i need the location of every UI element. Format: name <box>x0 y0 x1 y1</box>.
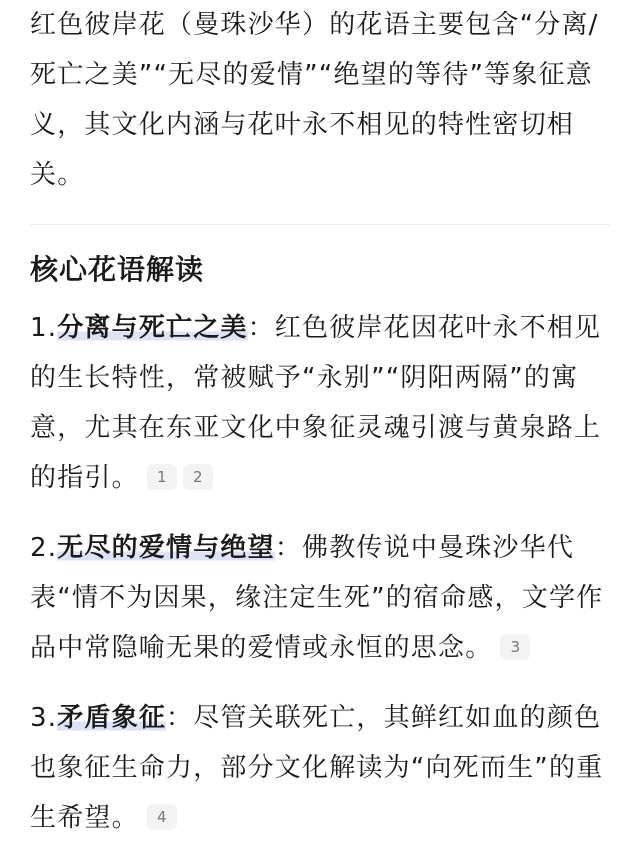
item-colon: ： <box>166 703 194 733</box>
list-item-1 <box>30 303 610 503</box>
item-text: 红色彼岸花因花叶永不相见的生长特性，常被赋予“永别”“阴阳两隔”的寓意，尤其在东亚文化中象征灵魂引渡与黄泉路上的指引。 <box>30 313 602 493</box>
section-heading: 核心花语解读 <box>30 253 205 286</box>
item-number: 2. <box>30 533 58 563</box>
item-colon: ： <box>247 313 275 343</box>
intro-paragraph: 红色彼岸花（曼珠沙华）的花语主要包含“分离/死亡之美”“无尽的爱情”“绝望的等待”等象征意义，其文化内涵与花叶永不相见的特性密切相关。 <box>30 10 599 190</box>
list-item-3 <box>30 693 610 843</box>
item-term: 矛盾象征 <box>57 703 167 733</box>
list-item-2 <box>30 523 610 673</box>
item-number: 3. <box>30 703 58 733</box>
item-term: 无尽的爱情与绝望 <box>57 533 275 563</box>
item-text: 佛教传说中曼珠沙华代表“情不为因果，缘注定生死”的宿命感，文学作品中常隐喻无果的爱情或永恒的思念。 <box>30 533 604 663</box>
item-text: 尽管关联死亡，其鲜红如血的颜色也象征生命力，部分文化解读为“向死而生”的重生希望。 <box>30 703 604 833</box>
citation-badge[interactable]: 2 <box>183 464 213 490</box>
item-colon: ： <box>274 533 303 563</box>
citation-badge[interactable]: 1 <box>147 464 177 490</box>
citation-badge[interactable]: 4 <box>147 804 177 830</box>
citation-badge[interactable]: 3 <box>500 634 530 660</box>
item-term: 分离与死亡之美 <box>57 313 248 343</box>
section-divider <box>30 224 610 225</box>
item-number: 1. <box>30 313 58 343</box>
